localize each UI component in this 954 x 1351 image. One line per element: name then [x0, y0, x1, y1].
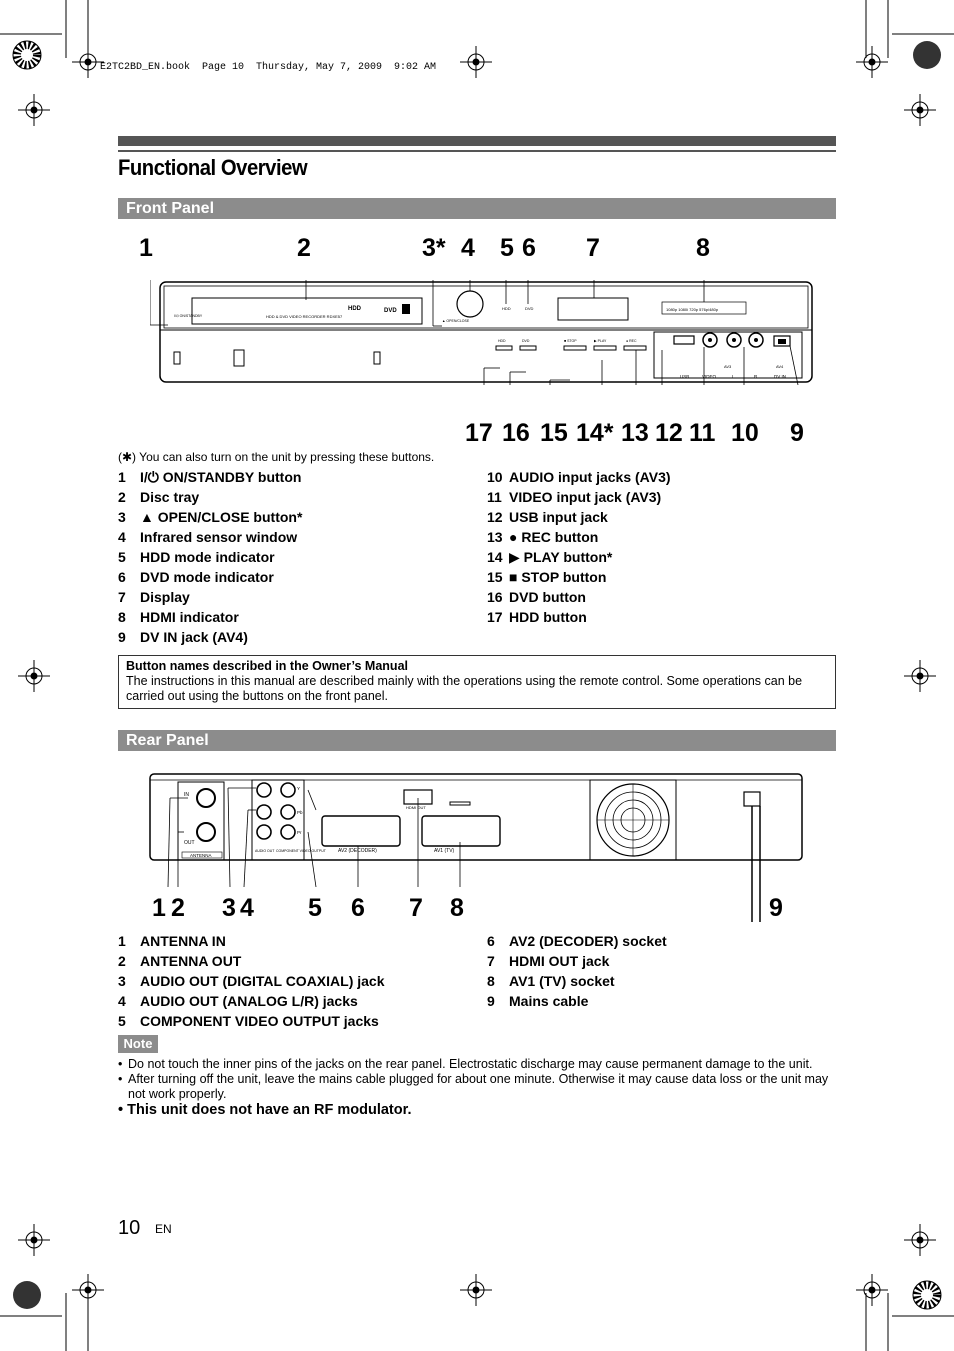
callout-rear-9: 9	[769, 894, 783, 922]
list-item: 13 ● REC button	[487, 529, 599, 545]
callout-rear-4: 4	[240, 894, 254, 922]
callout-front-12: 12	[655, 419, 683, 447]
list-item: 16 DVD button	[487, 589, 586, 605]
page-number: 10	[118, 1217, 141, 1239]
info-box	[118, 655, 836, 709]
list-item: 1 ANTENNA IN	[118, 933, 226, 949]
svg-text:HDMI OUT: HDMI OUT	[406, 805, 426, 810]
svg-text:OUT: OUT	[184, 840, 195, 846]
list-item: 7 Display	[118, 589, 190, 605]
callout-front-10: 10	[731, 419, 759, 447]
svg-text:■ STOP: ■ STOP	[564, 339, 577, 343]
callout-front-7: 7	[586, 234, 600, 262]
svg-text:AV2 (DECODER): AV2 (DECODER)	[338, 848, 377, 854]
callout-front-8: 8	[696, 234, 710, 262]
svg-text:VIDEO: VIDEO	[702, 374, 717, 379]
list-item: 4 AUDIO OUT (ANALOG L/R) jacks	[118, 993, 358, 1009]
list-item: 5 HDD mode indicator	[118, 549, 275, 565]
callout-rear-8: 8	[450, 894, 464, 922]
callout-front-1: 1	[139, 234, 153, 262]
model-label: HDD & DVD VIDEO RECORDER RDXE57	[266, 314, 343, 319]
callout-front-14: 14*	[576, 419, 614, 447]
callout-rear-6: 6	[351, 894, 365, 922]
title-rule-thick	[118, 136, 836, 146]
note-bullet: • After turning off the unit, leave the mains cable plugged for about one minute. Otherwise it may cause data loss or the unit may not work properly.	[118, 1072, 838, 1102]
list-item: 8 HDMI indicator	[118, 609, 239, 625]
svg-text:AV1 (TV): AV1 (TV)	[434, 848, 455, 854]
callout-rear-1: 1	[152, 894, 166, 922]
note-tag: Note	[118, 1035, 158, 1053]
list-item: 6 DVD mode indicator	[118, 569, 274, 585]
callout-rear-7: 7	[409, 894, 423, 922]
callout-front-5: 5	[500, 234, 514, 262]
svg-text:DVD: DVD	[522, 339, 530, 343]
list-item: 3 AUDIO OUT (DIGITAL COAXIAL) jack	[118, 973, 385, 989]
svg-text:Pr: Pr	[297, 830, 302, 835]
note-list	[118, 1057, 838, 1102]
standby-label: I/⏻ ON/STANDBY	[174, 314, 203, 318]
svg-text:COMPONENT VIDEO OUTPUT: COMPONENT VIDEO OUTPUT	[276, 849, 326, 853]
svg-text:USB: USB	[680, 374, 690, 379]
callout-front-9: 9	[790, 419, 804, 447]
svg-text:IN: IN	[184, 792, 189, 798]
list-item: 6 AV2 (DECODER) socket	[487, 933, 667, 949]
svg-text:DVD: DVD	[384, 308, 397, 314]
rear-panel-heading: Rear Panel	[118, 730, 836, 751]
list-item: 10 AUDIO input jacks (AV3)	[487, 469, 671, 485]
list-item: 9 Mains cable	[487, 993, 589, 1009]
svg-text:R: R	[754, 374, 758, 379]
front-footnote: (✱) You can also turn on the unit by pressing these buttons.	[118, 450, 435, 464]
list-item: 9 DV IN jack (AV4)	[118, 629, 248, 645]
svg-text:DVD: DVD	[525, 306, 534, 311]
callout-front-4: 4	[461, 234, 475, 262]
callout-rear-3: 3	[222, 894, 236, 922]
list-item: 1 I/⏻ ON/STANDBY button	[118, 469, 302, 485]
list-item: 5 COMPONENT VIDEO OUTPUT jacks	[118, 1013, 379, 1029]
svg-text:HDD: HDD	[502, 306, 511, 311]
svg-text:Y: Y	[297, 786, 301, 791]
svg-text:AV4: AV4	[776, 364, 784, 369]
list-item: 14 ▶ PLAY button*	[487, 549, 613, 565]
page-title: Functional Overview	[118, 155, 308, 180]
title-rule-thin	[118, 150, 836, 152]
info-box-heading: Button names described in the Owner’s Manual	[126, 659, 408, 673]
list-item: 17 HDD button	[487, 609, 587, 625]
list-item: 3 ▲ OPEN/CLOSE button*	[118, 509, 303, 525]
callout-front-16: 16	[502, 419, 530, 447]
svg-text:1080p 1080i 720p 576p/480p: 1080p 1080i 720p 576p/480p	[666, 307, 719, 312]
callout-front-13: 13	[621, 419, 649, 447]
svg-text:▶ PLAY: ▶ PLAY	[594, 339, 607, 343]
svg-text:Pb: Pb	[297, 810, 303, 815]
list-item: 15 ■ STOP button	[487, 569, 607, 585]
info-box-body: The instructions in this manual are described mainly with the operations using the remote control. Some operations can be carried out using the buttons on the front panel.	[126, 674, 803, 703]
open-close-label: ▲ OPEN/CLOSE	[442, 319, 470, 323]
note-bullet: • Do not touch the inner pins of the jacks on the rear panel. Electrostatic discharge may cause permanent damage to the unit.	[118, 1057, 838, 1072]
callout-front-17: 17	[465, 419, 493, 447]
list-item: 2 Disc tray	[118, 489, 200, 505]
svg-text:DV IN: DV IN	[774, 374, 787, 379]
svg-text:● REC: ● REC	[626, 339, 637, 343]
callout-rear-5: 5	[308, 894, 322, 922]
book-header: E2TC2BD_EN.book Page 10 Thursday, May 7, 2009 9:02 AM	[100, 62, 437, 73]
rf-modulator-note: • This unit does not have an RF modulator.	[118, 1102, 412, 1118]
list-item: 4 Infrared sensor window	[118, 529, 298, 545]
callout-rear-2: 2	[171, 894, 185, 922]
page-lang: EN	[155, 1222, 172, 1236]
svg-text:HDD: HDD	[348, 306, 361, 312]
front-panel-heading: Front Panel	[118, 198, 836, 219]
list-item: 2 ANTENNA OUT	[118, 953, 242, 969]
list-item: 11 VIDEO input jack (AV3)	[487, 489, 662, 505]
front-panel-diagram	[150, 280, 830, 385]
callout-front-6: 6	[522, 234, 536, 262]
callout-front-15: 15	[540, 419, 568, 447]
callout-front-11: 11	[689, 419, 716, 447]
list-item: 8 AV1 (TV) socket	[487, 973, 615, 989]
svg-text:HDD: HDD	[498, 339, 506, 343]
list-item: 12 USB input jack	[487, 509, 608, 525]
callout-front-2: 2	[297, 234, 311, 262]
callout-front-3: 3*	[422, 234, 446, 262]
svg-text:AUDIO OUT: AUDIO OUT	[255, 849, 275, 853]
list-item: 7 HDMI OUT jack	[487, 953, 610, 969]
svg-text:ANTENNA: ANTENNA	[190, 853, 212, 858]
svg-text:L: L	[732, 374, 735, 379]
svg-text:AV3: AV3	[724, 364, 732, 369]
